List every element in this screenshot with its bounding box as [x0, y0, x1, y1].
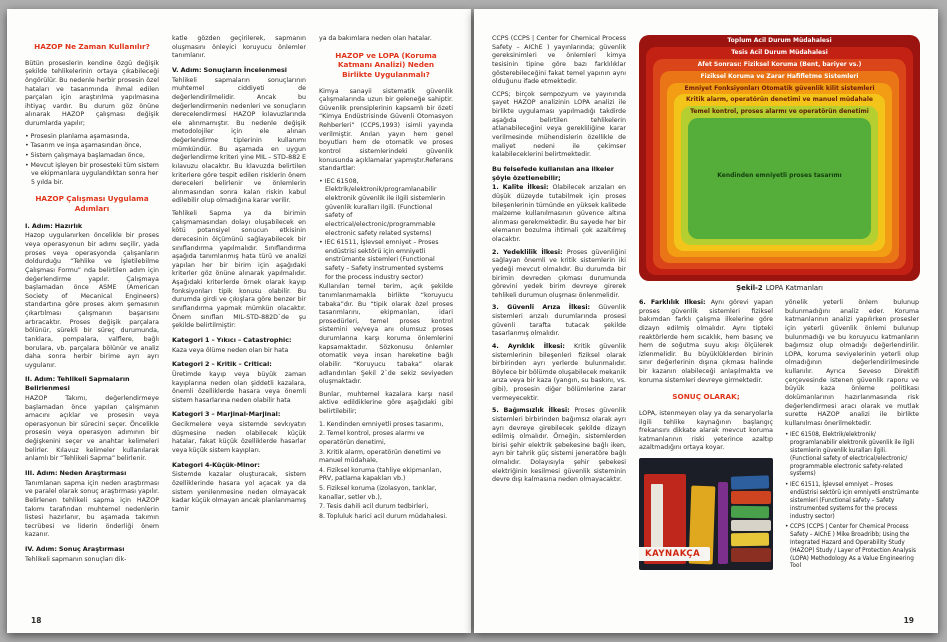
lopa-layer-5: [667, 83, 892, 257]
sub-heading: Kategori 4-Küçük-Minor:: [172, 460, 260, 469]
reference-item: • CCPS (CCPS | Center for Chemical Process Safety – AIChE ) Mike Broadribb; Using the Integrated Hazard and Operability Study (HAZOP) Study / Layer of Protection Analysis (LOPA) Methodology As a Value Engineering Tool: [785, 524, 916, 570]
lopa-layer-5-label: Emniyet Fonksiyonları Otomatik güvenlik kilit sistemleri: [684, 84, 875, 92]
paragraph: Bunlar, muhtemel kazalara karşı nasıl aktive edildiklerine göre aşağıdaki gibi belirtilebilir;: [319, 390, 453, 415]
binder-label-strip: [651, 484, 663, 554]
stacked-book-yellow: [731, 533, 769, 547]
lopa-layer-4-label: Fiziksel Koruma ve Zarar Hafifletme Sistemleri: [700, 72, 859, 80]
paragraph: Kaza veya ölüme neden olan bir hata: [172, 346, 289, 354]
list-item: 4. Fiziksel koruma (tahliye ekipmanları, PRV, patlama kapakları vb.): [319, 466, 442, 483]
stacked-book-maroon: [731, 548, 771, 562]
stacked-book-green: [731, 506, 769, 519]
paragraph: Hazop uygulanırken öncelikle bir proses veya operasyonun bir adımı seçilir, yada proses veya operasyonda çalışanların doldurduğu “Tehlike ve İşletilebilme Çalışması Formu” nda belirtilen adım için değerlendirme yapılır. Çalışmaya başlamadan önce ASME (American Society of Mecanical Engineers) standartına göre proses akım şemasının çıkartılması çalışmanın başarısını artıracaktır. Proses değişik parçalara bölünür, sürekli bir süreç durumunda, tanklara, pompalara, valflere, bağlı borulara, vb. parçalara bölünür ve analiz daha sonra herbir birime ayrı ayrı uygulanır.: [25, 232, 159, 369]
lopa-diagram: [639, 35, 920, 281]
stacked-book-blue: [731, 475, 769, 489]
right-column-3: [785, 299, 919, 574]
paragraph: LOPA, istenmeyen olay ya da senaryolarla ilgili tehlike kaynağının başlangıç frekansını dikkate alarak mevcut koruma katmanlarının riski yeterince azaltıp azaltmadığını ortaya koyar.: [639, 409, 773, 452]
reference-item: • IEC 61508, Elektrik/elektronik/ programlanabilir elektronik güvenlik ile ilgili sistemlerin güvenlik kuralları ilgili. (Functional safety of electrical/electronic/ programmable electronic safety-related systems): [785, 432, 915, 478]
sub-heading: II. Adım: Tehlikeli Sapmaların Belirlenmesi: [25, 375, 130, 393]
paragraph: CCPS (CCPS | Center for Chemical Process Safety – AIChE ) yayınlarında; güvenlik gereksinimleri ve önlemleri kimya tesisinin tipine göre bazı farklılıklar gösterebileceğini fakat temel yapının aynı olduğunu ifade etmektedir.: [492, 35, 626, 86]
book-spine-purple: [718, 482, 728, 564]
stacked-book-orange: [731, 491, 771, 504]
principle-paragraph: 4. Ayrıklık İlkesi: Kritik güvenlik sistemlerinin bileşenleri fiziksel olarak birbirinden ayrı yerlerde bulunmalıdır. Böylece bir bölümde oluşabilecek mekanik arıza veya bir kaza (yangın, su baskını, vs. gibi), prosesin diğer bölümlerine zarar vermeyecektir.: [492, 342, 626, 402]
section-heading: HAZOP Ne Zaman Kullanılır?: [34, 42, 150, 51]
bullet-item: • Sistem çalışmaya başlamadan önce,: [25, 151, 145, 159]
lopa-layer-1-label: Toplum Acil Durum Müdahalesi: [727, 37, 832, 44]
paragraph: Tanımlanan sapma için neden araştırması ve paralel olarak sonuç araştırması yapılır. Belirlenen tehlikeli sapma için HAZOP takımı tarafından muhtemel nedenlerin listesi hazırlanır, bu aşamada takımın tecrübesi ve liderin önderliği önem kazanır.: [25, 479, 159, 539]
list-item: 7. Tesis dahili acil durum tedbirleri,: [319, 503, 429, 511]
principle-paragraph: 6. Farklılık İlkesi: Aynı görevi yapan proses güvenlik sistemleri fiziksel bakımdan farklı çalışma ilkelerine göre dizayn edilmiş olmalıdır. Aynı tipteki reaktörlerde hem sıcaklık, hem basınç ve hem de soğutma suyu akışı ölçülerek izlenmelidir. Bu büyüklüklerden birinin sınır değerlerinin dışına çıkması halinde bir kazanın olabileceği anlaşılmakta ve koruma sistemleri devreye girmektedir.: [639, 299, 773, 384]
lopa-layer-8: [688, 118, 871, 239]
bullet-item: • Tasarım ve inşa aşamasından önce,: [25, 142, 142, 150]
sub-heading: Bu felsefede kullanılan ana ilkeler şöyle özetlenebilir;: [492, 164, 614, 182]
list-item: 1. Kendinden emniyetli proses tasarımı,: [319, 420, 444, 428]
lopa-layer-1: [639, 35, 920, 281]
left-page-columns: [25, 35, 453, 568]
principle-paragraph: 5. Bağımsızlık İlkesi: Proses güvenlik sistemleri birbirinden bağımsız olarak ayrı ayrı devreye girebilecek şekilde dizayn edilmiş olmalıdır. Örneğin, sistemlerden birisi şehir elektrik şebekesine bağlı iken, ayrı bir tahrik güç sistemi jeneratöre bağlı olmalıdır. Dolayısıyla şehir şebekesi elektriğinin kesilmesi güvenlik sisteminin devre dışı kalmasına neden olmayacaktır.: [492, 407, 626, 484]
stacked-paper-white: [731, 520, 771, 531]
right-column-1: [492, 35, 626, 574]
list-item: 2. Temel kontrol, proses alarmı ve operatörün denetimi,: [319, 430, 425, 446]
right-page-figure-area: [639, 35, 920, 574]
page-left: [7, 9, 471, 633]
right-page-columns: [492, 35, 920, 574]
paragraph: Kullanılan temel terim, açık şekilde tanımlanmamakla birlikte “koruyucu tabaka”dır. Bu “tipik olarak özel proses tasarımlarını, ekipmanları, idari prosedürleri, temel proses kontrol sistemini ve/veya anı olumsuz proses durumlarına karşı koruma önlemlerini kapsamaktadır. Sözkonusu önlemler otomatik veya insan hareketine bağlı olabilir. “Koruyucu tabaka” olarak adlandırılan Şekil 2`de sekiz seviyeden oluşmaktadır.: [319, 283, 453, 386]
sub-heading: III. Adım: Neden Araştırması: [25, 468, 127, 477]
sub-heading: V. Adım: Sonuçların İncelenmesi: [172, 65, 287, 74]
figure-caption-lead: Şekil-2: [736, 284, 763, 292]
list-item: 3. Kritik alarm, operatörün denetimi ve manuel müdahale,: [319, 448, 441, 465]
section-heading: HAZOP ve LOPA (Koruma Katmanı Analizi) Neden Birlikte Uygulanmalı?: [335, 50, 437, 79]
page-number-right: 19: [903, 616, 914, 625]
bullet-item: • Prosesin planlama aşamasında,: [25, 132, 130, 140]
lopa-layer-7: [681, 106, 878, 245]
paragraph: Kimya sanayii sistematik güvenlik çalışmalarında uzun bir geleneğe sahiptir. Güvenlik prensiplerinin kapsamlı bir özeti “Kimya Endüstrisinde Güvenli Otomasyon Rehberleri” (CCPS,1993) isimli yayında verilmiştir. Anılan yayın hem genel boyutları hem de otomatik ve proses kontrol sistemlerindeki güvenlik konusunda açıklamalar yapmıştır.Referans standartlar:: [319, 87, 453, 173]
lopa-layer-6: [674, 94, 885, 251]
section-heading: SONUÇ OLARAK;: [672, 392, 740, 402]
two-page-spread: [7, 9, 938, 633]
figure-caption: [639, 284, 920, 292]
left-column-2: [172, 35, 306, 568]
right-column-2: [639, 299, 773, 574]
figure-caption-text: LOPA Katmanları: [765, 284, 823, 292]
sub-heading: Kategori 2 – Kritik – Critical:: [172, 360, 272, 369]
paragraph: katle gözden geçirilerek, sapmanın oluşmasını önleyici koruyucu önlemler tanımlanır.: [172, 35, 306, 60]
section-heading: HAZOP Çalışması Uygulama Adımları: [35, 194, 149, 213]
lopa-layer-2: [646, 47, 913, 275]
paragraph: yönelik yeterli önlem bulunup bulunmadığını analiz eder. Koruma katmanlarının analizi yapılırken prosesler için yeterli güvenlik önlemi bulunup bulunmadığı ve bu koruyucu katmanların bağımsız olup olmadığı değerlendirilir. LOPA, koruma seviyelerinin yeterli olup olmadığının değerlendirilmesinde kullanılır. Ayrıca Seveso Direktifi çerçevesinde istenen güvenlik raporu ve büyük kaza önleme politikası dokümanlarının hazırlanmasında risk değerlendirmesi aracı olarak ve mutlak surette HAZOP analizi ile birlikte kullanılması önerilmektedir.: [785, 299, 919, 427]
paragraph: Tehlikeli sapmaların sonuçlarının muhtemel ciddiyeti de değerlendirilmelidir. Ancak bu değerlendirmenin nedenleri ve sonuçların derecelendirmesi HAZOP kılavuzlarında ele alınmamıştır. Bu nedenle değişik metodolojiler için ele alınan değerlendirme tiplerinin kullanımı mümkündür. Bu aşamada en uygun değerlendirme kriteri yine MIL – STD-882 E kılavuzu olacaktır. Bu klavuzda belirtilen kriterlere göre tespit edilen risklerin önem dereceleri belirlenir ve önlemlerin alınmasından sonra kalan riskin kabul edilebilir olup olmadığına karar verilir.: [172, 76, 306, 205]
right-column-2-text: [639, 299, 773, 453]
lopa-layer-3: [653, 59, 906, 269]
paragraph: Tehlikeli sapmanın sonuçları dik-: [25, 555, 127, 563]
paragraph: Sistemde kazalar oluşturacak, sistem özelliklerinde hasara yol açacak ya da sistem yenilenmesine neden olmayacak kadar küçük olmayan ancak planlanmamış tamir: [172, 471, 306, 513]
sub-heading: Kategori 1 – Yıkıcı – Catastrophic:: [172, 335, 292, 344]
sub-heading: Kategori 3 – Marjinal-Marjinal:: [172, 410, 281, 419]
kaynakca-photo: [639, 458, 773, 570]
list-item: 5. Fiziksel koruma (izolasyon, tanklar, kanallar, setler vb.),: [319, 485, 437, 501]
lopa-layer-6-label: Kritik alarm, operatörün denetimi ve manuel müdahale: [686, 96, 873, 104]
paragraph: Tehlikeli Sapma ya da birimin çalışmamasından dolayı oluşabilecek en kötü potansiyel sonucun etkisinin derecesinin ölçümünü sağlayabilecek bir sınıflandırma yapılmalıdır. Sınıflandırma aşağıda tanımlanmış hata türü ve analizi yapılan her bir birim için aşağıdaki kriterler göz önüne alınarak yapılmalıdır. Aşağıdaki kriterlerde örnek olarak kayıp fonksiyonları tipik konusu olabilir. Bu durumda girdi ve çıkışlara göre benzer bir sınıflandırma yapmak mümkün olacaktır. Önem sınıfları MIL-STD-882D`de şu şekilde belirtilmiştir:: [172, 210, 306, 330]
bullet-item: • IEC 61508, Elektrik/elektronik/programlanabilir elektronik güvenlik ile ilgili sistemlerin güvenlik kuralları ilgili. (Functional safety of electrical/electronic/programmable electronic safety related systems): [319, 177, 446, 237]
principle-paragraph: 1. Kalite İlkesi: Olabilecek arızaları en düşük düzeyde tutabilmek için proses bileşenlerinin tümünde en yüksek kalitede malzeme kullanılmasının güvence altına alınması gerekmektedir. Bu sayede her bir elemanın bozulma ihtimali çok azaltılmış olacaktır.: [492, 184, 626, 244]
paragraph: Gecikmelere veya sistemde sevkıyatın düşmesine neden olabilecek küçük hatalar, fakat küçük özelliklerde hasarlar veya küçük sistem kayıpları.: [172, 421, 306, 455]
left-column-3: [319, 35, 453, 568]
bullet-item: • IEC 61511, İşlevsel emniyet – Proses endüstrisi sektörü için emniyetli enstrümante sistemleri (Functional safety – Safety instrumented systems for the process industry sector): [319, 239, 444, 281]
left-column-1: [25, 35, 159, 568]
page-right: [474, 9, 938, 633]
lopa-layer-3-label: Afet Sonrası: Fiziksel Koruma (Bent, bariyer vs.): [697, 60, 862, 68]
lopa-layer-2-label: Tesis Acil Durum Müdahalesi: [731, 48, 828, 56]
bullet-item: • Mevcut işleyen bir prosesteki tüm sistem ve ekipmanlara uygulandıktan sonra her 5 yılda bir.: [25, 161, 159, 186]
paragraph: HAZOP Takımı, değerlendirmeye başlamadan önce yapılan çalışmanın amacını açıklar ve prosesin veya operasyonun bir sürecini seçer. Öncelikle prosesin veya operasyon adımının bir değişkenini seçer ve anahtar kelimeleri belirler. Kılavuz kelimeler kullanılarak anlamlı bir “Tehlikeli Sapma” belirlenir.: [25, 394, 159, 463]
paragraph: Bütün proseslerin kendine özgü değişik şekilde tehlikelerinin ortaya çıkabileceği öngörülür. Bu nedenle herbir prosesin özel hataları ve tasarımında ihmal edilen parçaları için araştırılma yapılmasına ihtiyaç vardır. Bu durum göz önüne alınarak HAZOP çalışması değişik durumlarda yapılır;: [25, 59, 159, 127]
paragraph: Üretimde kayıp veya büyük zaman kayıplarına neden olan şiddetli kazalara, önemli özelliklerde hasara veya önemli sistem hasarlarına neden olabilir hata: [172, 370, 306, 404]
paragraph: ya da bakımlara neden olan hatalar.: [319, 35, 432, 42]
lopa-layer-4: [660, 71, 899, 263]
page-number-left: 18: [31, 616, 42, 625]
paragraph: CCPS; birçok sempozyum ve yayınında şayet HAZOP analizinin LOPA analizi ile birlikte uygulaması yapılmadığı takdirde aşağıda belirtilen tehlikelerin atlanabileceğini veya gerekliliğine karar verilmesinde mühendislerin özellikle de maliyet nedeni ile çekimser kalabileceklerini belirtmektedir.: [492, 90, 626, 159]
principle-paragraph: 2. Yedeklilik İlkesi: Proses güvenliğini sağlayan önemli ve kritik sistemlerin iki yedeği mevcut olmalıdır. Bu durumda bir birimin devreden çıkması durumunda görevini yedek birim devreye girerek tehlikeli durumun oluşması önlenmelidir.: [492, 248, 626, 299]
lopa-layer-7-label: Temel kontrol, proses alarmı ve operatörün denetimi: [690, 108, 869, 116]
sub-heading: I. Adım: Hazırlık: [25, 221, 83, 230]
reference-item: • IEC 61511, İşlevsel emniyet – Proses endüstrisi sektörü için emniyetli enstrümante sistemleri (Functional safety – Safety instrumented systems for the process industry sector): [785, 482, 919, 520]
below-figure-columns: [639, 299, 920, 574]
kaynakca-label: KAYNAKÇA: [639, 547, 710, 561]
sub-heading: IV. Adım: Sonuç Araştırması: [25, 545, 125, 554]
list-item: 8. Topluluk harici acil durum müdahalesi.: [319, 512, 448, 520]
principle-paragraph: 3. Güvenli Arıza İlkesi: Güvenlik sistemleri arızalı durumlarında prosesi güvenli tarafta tutacak şekilde tasarlanmış olmalıdır.: [492, 304, 626, 338]
lopa-layer-8-label: Kendinden emniyetli proses tasarımı: [717, 172, 842, 180]
